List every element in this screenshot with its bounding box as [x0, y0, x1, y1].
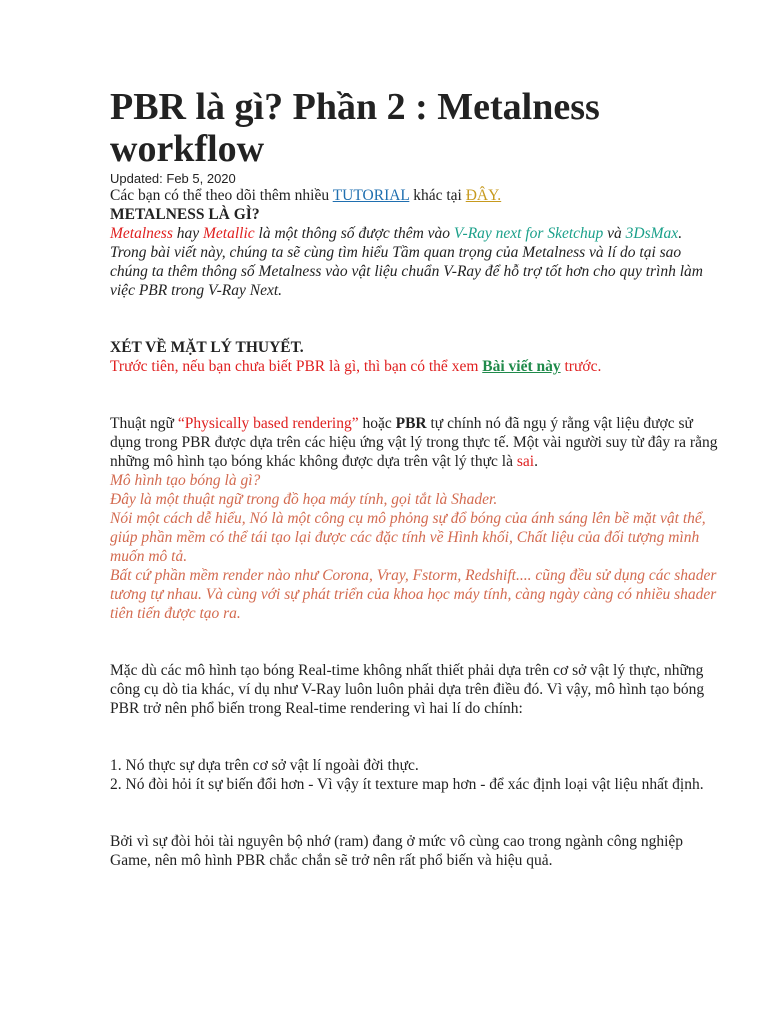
pbr-intro-paragraph — [110, 357, 720, 376]
text-segment: là một thông số được thêm vào — [254, 225, 454, 242]
intro-middle: khác tại — [409, 187, 466, 204]
realtime-paragraph: Mặc dù các mô hình tạo bóng Real-time không nhất thiết phải dựa trên cơ sở vật lý thực, những công cụ dò tia khác, ví dụ như V-Ray luôn luôn phải dựa trên điều đó. Vì vậy, mô hình tạo bóng PBR trở nên phổ biến trong Real-time rendering vì hai lí do chính: — [110, 662, 705, 717]
memory-paragraph: Bởi vì sự đòi hỏi tài nguyên bộ nhớ (ram) đang ở mức vô cùng cao trong ngành công nghiệp Game, nên mô hình PBR chắc chắn sẽ trở nên rất phổ biến và hiệu quả. — [110, 833, 684, 869]
text-segment: . — [534, 453, 538, 470]
term-vray-sketchup: V-Ray next for Sketchup — [453, 225, 604, 242]
term-metalness: Metalness — [110, 225, 173, 242]
shader-definition: Đây là một thuật ngữ trong đồ họa máy tính, gọi tắt là Shader. — [110, 491, 498, 508]
article-title: PBR là gì? Phần 2 : Metalness workflow — [110, 86, 600, 170]
shader-explanation: Nói một cách dễ hiểu, Nó là một công cụ mô phỏng sự đổ bóng của ánh sáng lên bề mặt vật thể, giúp phần mềm có thể tái tạo lại được các đặc tính về Hình khối, Chất liệu của đối tượng mình muốn mô tả. — [110, 510, 706, 565]
list-item: 2. Nó đòi hỏi ít sự biến đổi hơn - Vì vậy ít texture map hơn - để xác định loại vật liệu nhất định. — [110, 776, 704, 793]
term-3dsmax: 3DsMax — [625, 225, 679, 242]
text-segment: và — [603, 225, 626, 242]
text-segment: Trước tiên, nếu bạn chưa biết PBR là gì, thì bạn có thể xem — [110, 358, 483, 375]
metalness-paragraph — [110, 224, 720, 300]
spacer — [110, 300, 720, 338]
term-metallic: Metallic — [203, 225, 255, 242]
pbr-term-paragraph — [110, 414, 720, 471]
section-heading-theory: XÉT VỀ MẶT LÝ THUYẾT. — [110, 339, 304, 356]
article — [110, 86, 720, 870]
shader-renderers: Bất cứ phần mềm render nào như Corona, Vray, Fstorm, Redshift.... cũng đều sử dụng các shader tương tự nhau. Và cùng với sự phát triển của khoa học máy tính, càng ngày càng có nhiều shader tiên tiến được tạo ra. — [110, 567, 717, 622]
shader-question: Mô hình tạo bóng là gì? — [110, 472, 261, 489]
text-segment: Thuật ngữ — [110, 415, 178, 432]
text-segment: trước. — [560, 358, 602, 375]
text-segment: . Trong bài viết này, chúng ta sẽ cùng tìm hiểu Tầm quan trọng của Metalness và lí do tại sao chúng ta thêm thông số Metalness vào vật liệu chuẩn V-Ray để hỗ trợ tốt hơn cho quy trình làm việc PBR trong V-Ray Next. — [110, 225, 703, 299]
text-segment: hay — [172, 225, 203, 242]
updated-date: Updated: Feb 5, 2020 — [110, 171, 236, 186]
intro-text: Các bạn có thể theo dõi thêm nhiều — [110, 187, 333, 204]
spacer — [110, 794, 720, 832]
spacer — [110, 376, 720, 414]
spacer — [110, 623, 720, 661]
term-physically-based: “Physically based rendering” — [177, 415, 359, 432]
term-pbr: PBR — [395, 415, 427, 432]
list-item: 1. Nó thực sự dựa trên cơ sở vật lí ngoài đời thực. — [110, 757, 419, 774]
tutorial-link[interactable]: TUTORIAL — [332, 187, 410, 204]
here-link[interactable]: ĐÂY. — [465, 187, 502, 204]
text-segment: hoặc — [358, 415, 396, 432]
section-heading-metalness: METALNESS LÀ GÌ? — [110, 206, 260, 223]
intro-paragraph — [110, 186, 720, 205]
spacer — [110, 718, 720, 756]
term-wrong: sai — [516, 453, 535, 470]
article-link[interactable]: Bài viết này — [482, 358, 561, 375]
text-segment: tự chính nó đã ngụ ý rằng vật liệu được sử dụng trong PBR được dựa trên các hiệu ứng vật lý trong thực tế. Một vài người suy từ đây ra rằng những mô hình tạo bóng khác không được dựa trên vật lý thực là — [110, 415, 718, 470]
